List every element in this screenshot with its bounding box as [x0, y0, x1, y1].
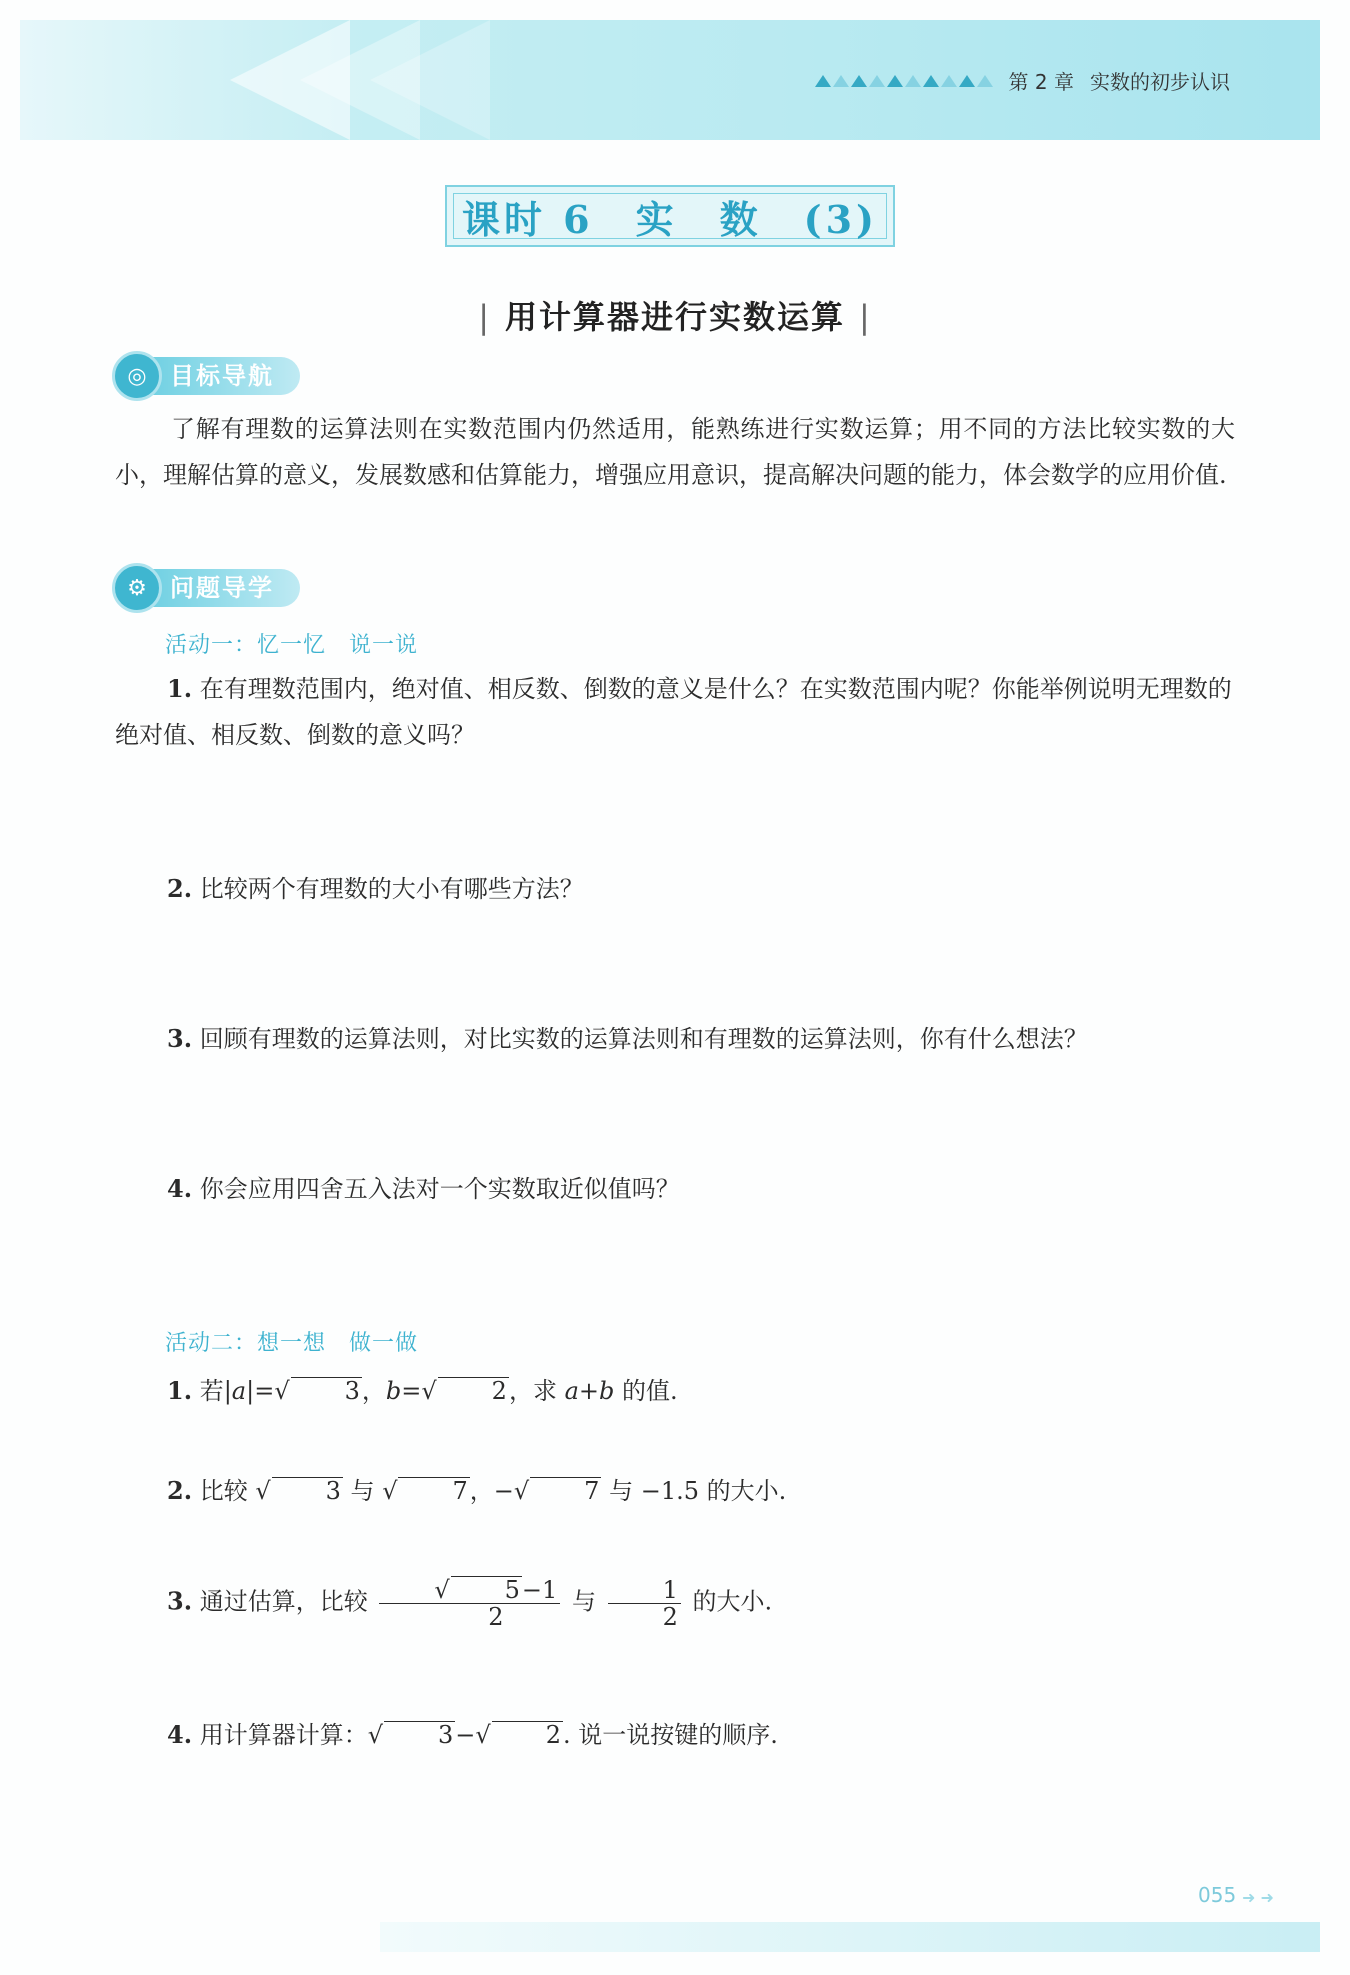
head-gear-icon: ⚙ — [112, 563, 162, 613]
activity2-item: 2. 比较 √ 3 与 √ 7，−√ 7 与 −1.5 的大小. — [167, 1476, 787, 1505]
activity1-item: 2. 比较两个有理数的大小有哪些方法？ — [167, 874, 584, 903]
footer-band — [380, 1922, 1320, 1952]
page-number: 055 — [1198, 1883, 1237, 1907]
fraction: $\frac{√ 5-1}{2}$ — [379, 1576, 560, 1630]
activity1-title: 活动一：忆一忆 说一说 — [165, 633, 419, 658]
questions-heading — [112, 566, 300, 610]
chapter-header — [815, 66, 1230, 95]
activity2-item: 4. 用计算器计算：√ 3−√ 2. 说一说按键的顺序. — [167, 1720, 778, 1749]
activity1-item: 1. 在有理数范围内，绝对值、相反数、倒数的意义是什么？在实数范围内呢？你能举例说明无理数的绝对值、相反数、倒数的意义吗？ — [115, 674, 1232, 749]
activity1-item: 3. 回顾有理数的运算法则，对比实数的运算法则和有理数的运算法则，你有什么想法？ — [167, 1024, 1088, 1053]
lesson-title-box — [445, 185, 895, 247]
chevron-decoration — [370, 20, 490, 140]
chapter-title: 实数的初步认识 — [1090, 70, 1230, 94]
goals-heading — [112, 354, 300, 398]
activity2-item: 1. 若|a|=√ 3，b=√ 2，求 a+b 的值. — [167, 1376, 678, 1405]
activity2-item: 3. 通过估算，比较 $\frac{√ 5-1}{2}$ 与 $\frac{1}{2}$ 的大小. — [167, 1575, 773, 1631]
target-icon: ◎ — [112, 351, 162, 401]
goals-heading-label: 目标导航 — [148, 357, 300, 395]
arrow-icon: ➜ ➜ — [1242, 1888, 1274, 1907]
lesson-title: 课时 6 实 数 (3) — [453, 193, 887, 239]
activity1-item: 4. 你会应用四舍五入法对一个实数取近似值吗？ — [167, 1174, 680, 1203]
questions-heading-label: 问题导学 — [148, 569, 300, 607]
chapter-label: 第 2 章 — [1008, 70, 1074, 94]
subtitle-text: 用计算器进行实数运算 — [504, 298, 845, 336]
fraction: $\frac{1}{2}$ — [608, 1577, 681, 1630]
activity2-title: 活动二：想一想 做一做 — [165, 1331, 419, 1356]
lesson-subtitle: | 用计算器进行实数运算 | — [478, 298, 872, 336]
goals-text: 了解有理数的运算法则在实数范围内仍然适用，能熟练进行实数运算；用不同的方法比较实数的大小，理解估算的意义，发展数感和估算能力，增强应用意识，提高解决问题的能力，体会数学的应用价值. — [115, 415, 1235, 489]
mountain-icon — [815, 75, 993, 87]
